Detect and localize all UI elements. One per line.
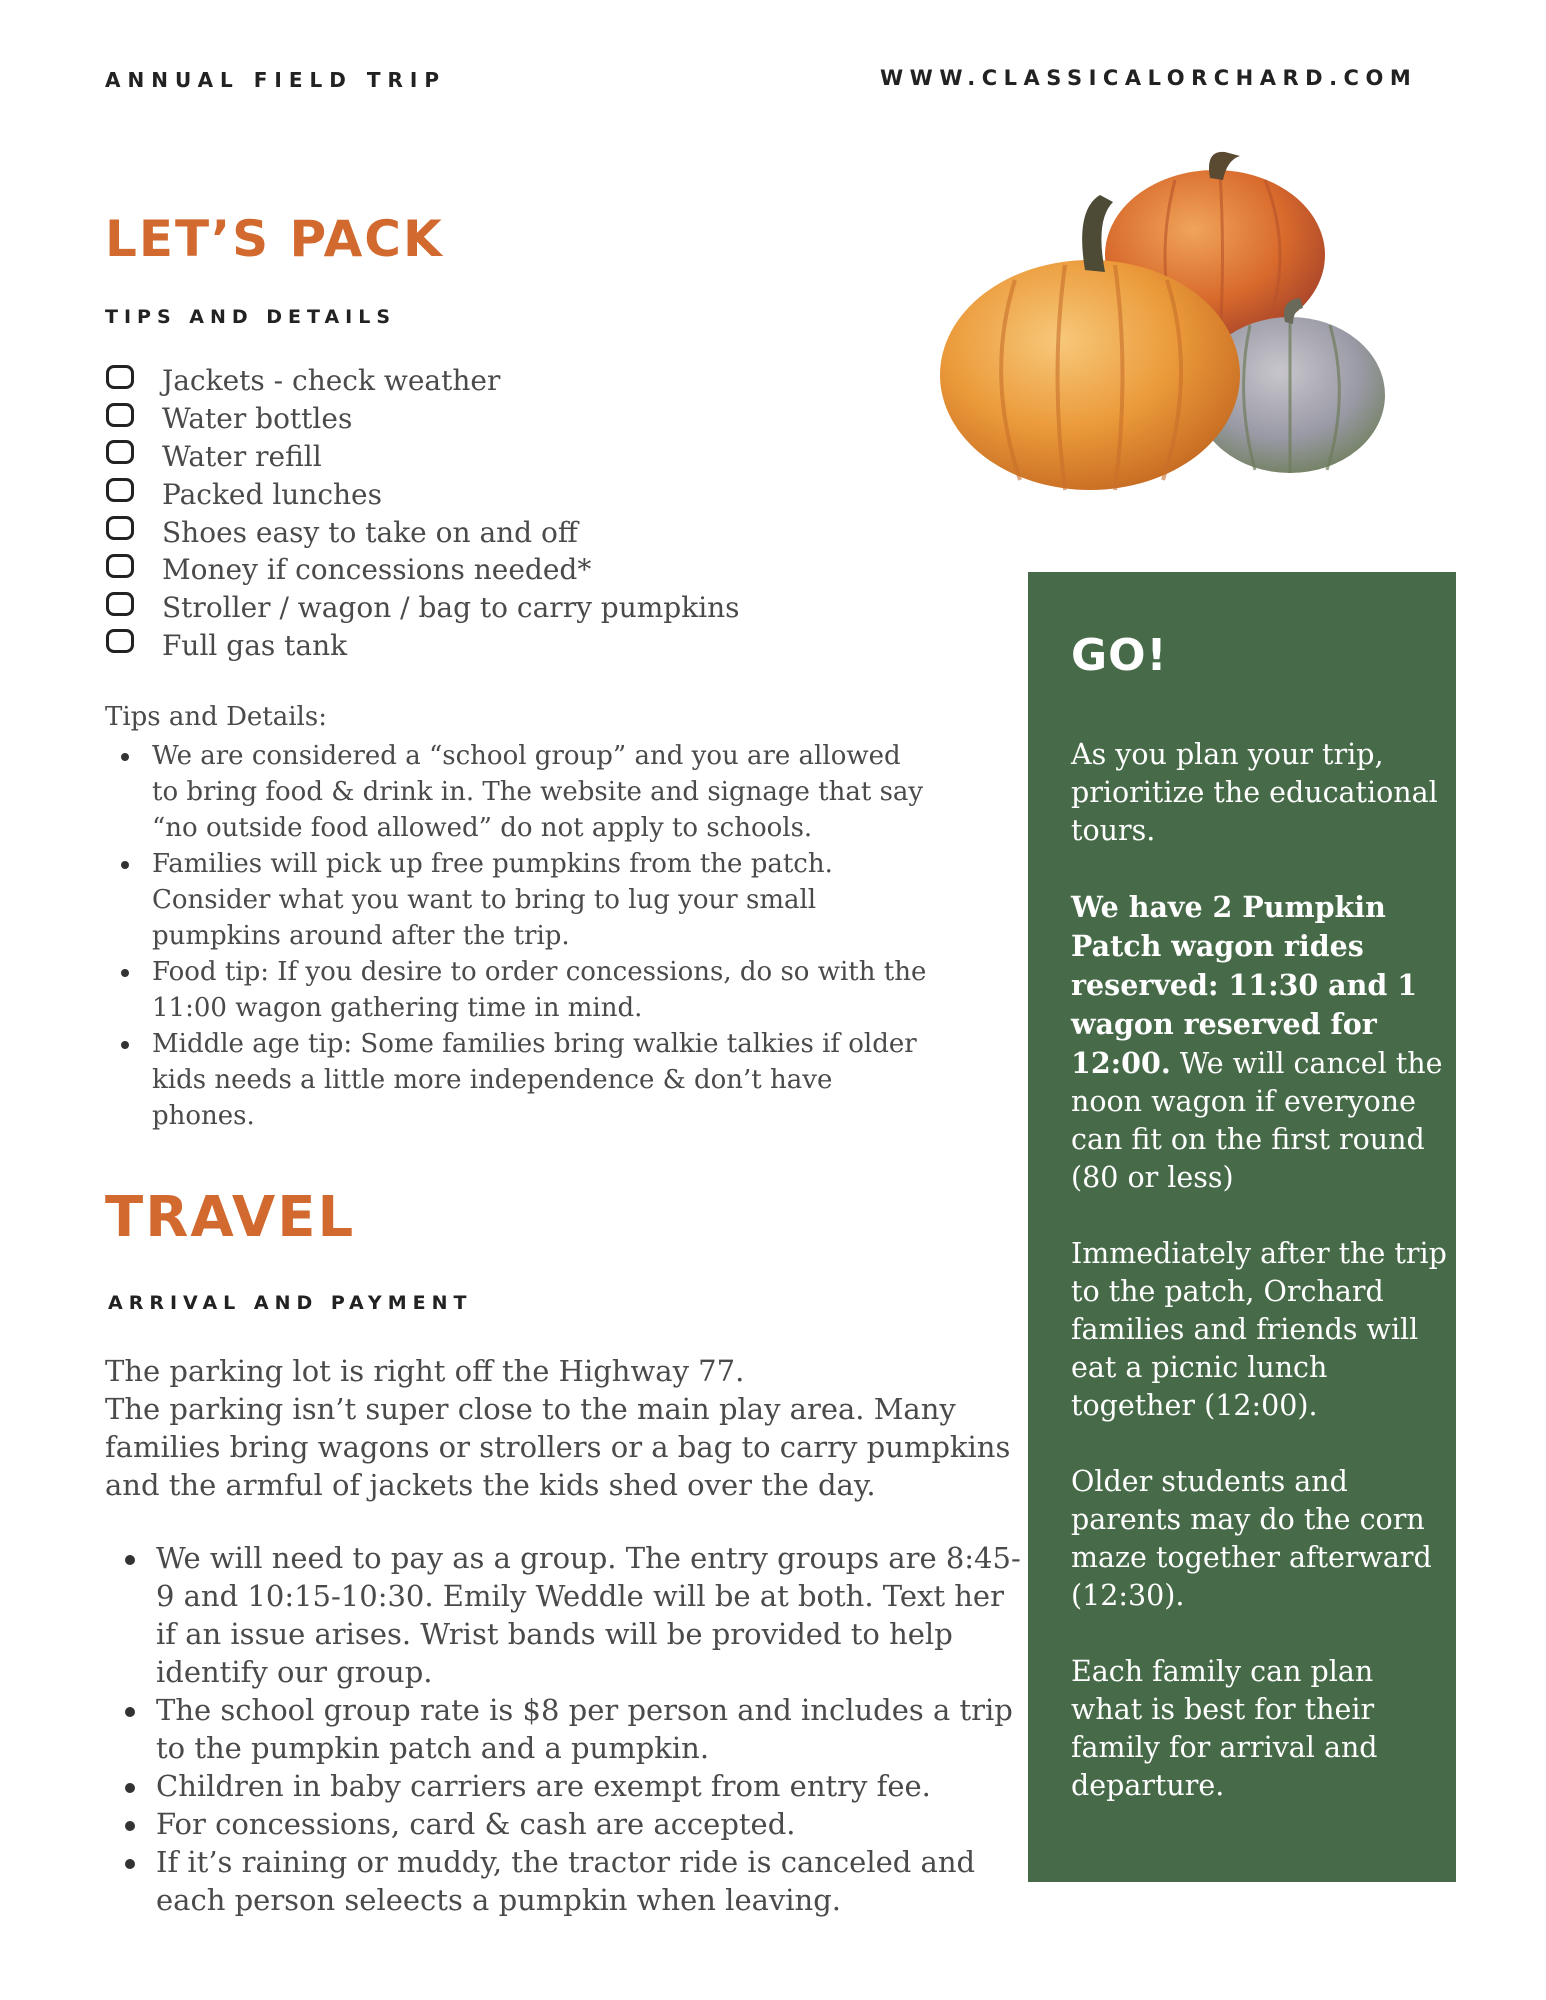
go-paragraph: Each family can plan what is best for their family for arrival and departure. [1071,1655,1378,1802]
checklist-item: Jackets - check weather [106,362,740,400]
travel-subtitle: ARRIVAL AND PAYMENT [108,1292,473,1314]
checklist-item: Stroller / wagon / bag to carry pumpkins [106,589,740,627]
pumpkins-illustration [905,140,1405,520]
go-paragraph: Immediately after the trip to the patch, Orchard families and friends will eat a picnic lunch together (12:00). [1071,1237,1447,1422]
checkbox-icon[interactable] [106,440,134,464]
pack-title: LET’S PACK [105,210,444,268]
travel-intro-line: The parking lot is right off the Highway 77. [105,1354,745,1388]
list-item: The school group rate is $8 per person and includes a trip to the pumpkin patch and a pumpkin. [156,1691,1026,1767]
checkbox-icon[interactable] [106,629,134,653]
checkbox-icon[interactable] [106,554,134,578]
go-panel [1028,572,1456,1882]
list-item: Food tip: If you desire to order concessions, do so with the 11:00 wagon gathering time in mind. [152,954,932,1026]
list-item: Children in baby carriers are exempt from entry fee. [156,1767,1026,1805]
go-body [1071,736,1451,1843]
header-title: ANNUAL FIELD TRIP [105,68,446,92]
checkbox-icon[interactable] [106,403,134,427]
list-item: Families will pick up free pumpkins from the patch. Consider what you want to bring to lug your small pumpkins around after the trip. [152,846,932,954]
packing-checklist [106,362,740,664]
checkbox-icon[interactable] [106,365,134,389]
checklist-item: Water bottles [106,400,740,438]
go-paragraph: As you plan your trip, prioritize the educational tours. [1071,738,1438,847]
list-item: If it’s raining or muddy, the tractor ride is canceled and each person seleects a pumpkin when leaving. [156,1843,1026,1919]
checkbox-icon[interactable] [106,516,134,540]
checklist-item: Full gas tank [106,627,740,665]
travel-list [156,1539,1026,1919]
checklist-item: Shoes easy to take on and off [106,513,740,551]
travel-title: TRAVEL [105,1185,356,1250]
go-bold-text: We have 2 Pumpkin Patch wagon rides reserved: 11:30 and 1 wagon reserved for 12:00. [1071,890,1418,1080]
list-item: We will need to pay as a group. The entry groups are 8:45-9 and 10:15-10:30. Emily Weddle will be at both. Text her if an issue arises. Wrist bands will be provided to help identify our group. [156,1539,1026,1691]
list-item: For concessions, card & cash are accepted. [156,1805,1026,1843]
travel-intro-line: The parking isn’t super close to the main play area. Many families bring wagons or strollers or a bag to carry pumpkins and the armful of jackets the kids shed over the day. [105,1392,1011,1502]
tips-list [152,738,932,1134]
checkbox-icon[interactable] [106,592,134,616]
tips-label: Tips and Details: [105,702,327,732]
checklist-item: Water refill [106,438,740,476]
go-paragraph: We have 2 Pumpkin Patch wagon rides reserved: 11:30 and 1 wagon reserved for 12:00. We will cancel the noon wagon if everyone can fit on the first round (80 or less) [1071,890,1443,1194]
header-website-link[interactable]: WWW.CLASSICALORCHARD.COM [880,66,1418,90]
travel-intro [105,1352,1035,1504]
go-paragraph: Older students and parents may do the corn maze together afterward (12:30). [1071,1465,1432,1612]
go-title: GO! [1071,630,1168,681]
checklist-item: Money if concessions needed* [106,551,740,589]
checklist-item: Packed lunches [106,475,740,513]
list-item: We are considered a “school group” and you are allowed to bring food & drink in. The website and signage that say “no outside food allowed” do not apply to schools. [152,738,932,846]
pack-subtitle: TIPS AND DETAILS [105,306,397,328]
checkbox-icon[interactable] [106,478,134,502]
list-item: Middle age tip: Some families bring walkie talkies if older kids needs a little more independence & don’t have phones. [152,1026,932,1134]
